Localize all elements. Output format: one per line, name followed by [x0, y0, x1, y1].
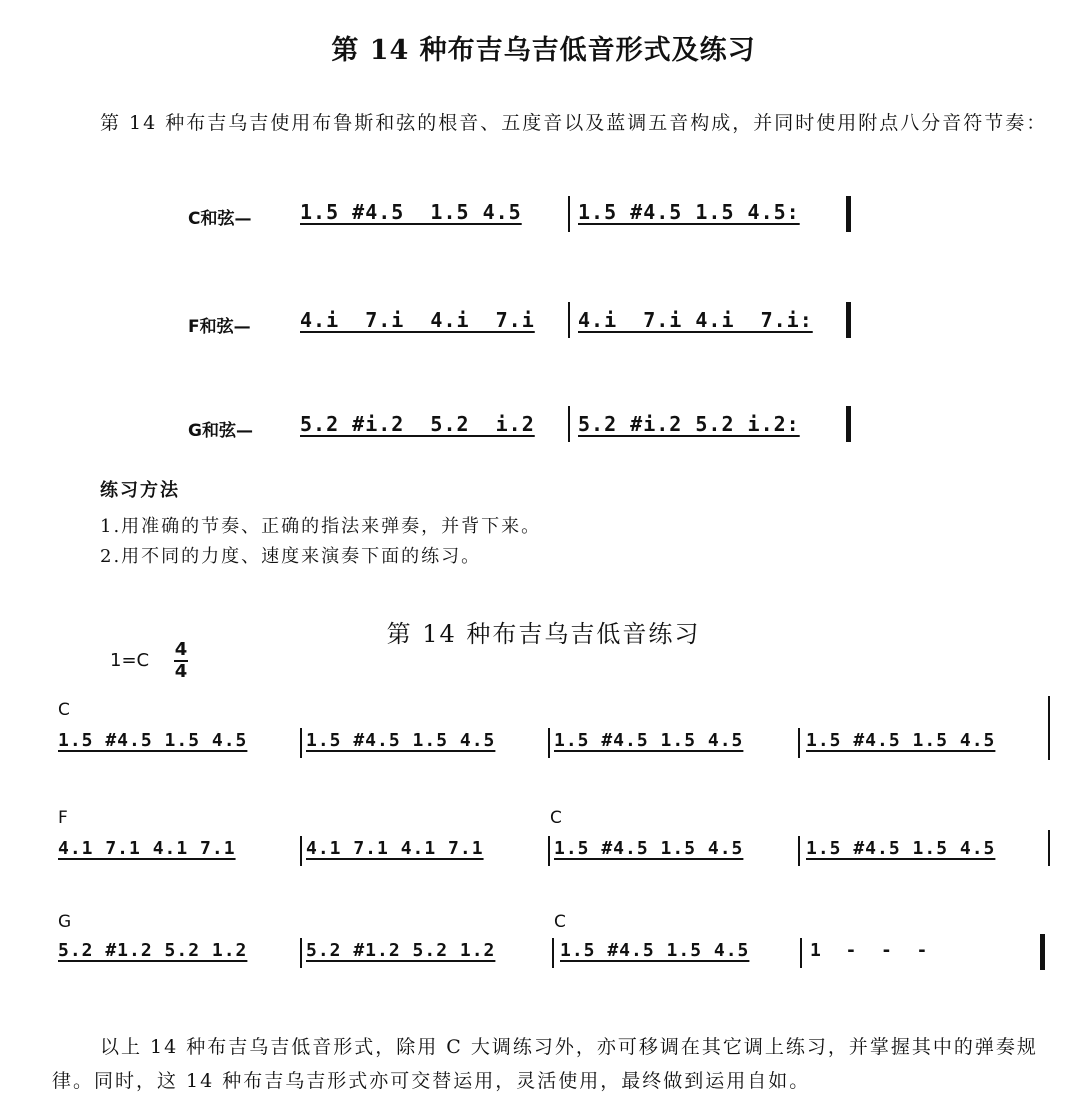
chord-g-measure-2: 5.2 #i.2 5.2 i.2: [578, 412, 800, 436]
chord-f-measure-1: 4.i 7.i 4.i 7.i [300, 308, 535, 332]
closing-paragraph: 以上 14 种布吉乌吉低音形式，除用 C 大调练习外，亦可移调在其它调上练习，并掌握其中的弹奏规律。同时，这 14 种布吉乌吉形式亦可交替运用，灵活使用，最终做到运用自如。 [52, 1036, 1038, 1092]
row2-measure-2: 4.1 7.1 4.1 7.1 [306, 838, 484, 859]
method-item-1: 1.用准确的节奏、正确的指法来弹奏，并背下来。 [100, 516, 542, 537]
final-barline [1040, 934, 1045, 970]
barline [568, 406, 570, 442]
row1-measure-1: 1.5 #4.5 1.5 4.5 [58, 730, 248, 751]
row3-measure-4: 1 - - - [810, 940, 929, 961]
barline [300, 728, 302, 758]
row2-chord-left: F [58, 808, 68, 828]
barline [300, 836, 302, 866]
row1-measure-4: 1.5 #4.5 1.5 4.5 [806, 730, 996, 751]
barline [552, 938, 554, 968]
barline [798, 728, 800, 758]
barline [568, 302, 570, 338]
row3-chord-left: G [58, 912, 72, 932]
row3-measure-3: 1.5 #4.5 1.5 4.5 [560, 940, 750, 961]
row1-measure-3: 1.5 #4.5 1.5 4.5 [554, 730, 744, 751]
chord-f-measure-2: 4.i 7.i 4.i 7.i: [578, 308, 813, 332]
time-signature [174, 640, 188, 682]
chord-label-c: C和弦— [188, 209, 252, 229]
page-title: 第 14 种布吉乌吉低音形式及练习 [331, 35, 756, 66]
barline [800, 938, 802, 968]
row3-chord-right: C [554, 912, 566, 932]
chord-c-measure-1: 1.5 #4.5 1.5 4.5 [300, 200, 522, 224]
row3-measure-1: 5.2 #1.2 5.2 1.2 [58, 940, 248, 961]
barline [1048, 696, 1050, 760]
barline [300, 938, 302, 968]
end-repeat-barline [846, 302, 851, 338]
barline [1048, 830, 1050, 866]
row2-measure-3: 1.5 #4.5 1.5 4.5 [554, 838, 744, 859]
barline [798, 836, 800, 866]
method-item-2: 2.用不同的力度、速度来演奏下面的练习。 [100, 546, 482, 567]
chord-g-measure-1: 5.2 #i.2 5.2 i.2 [300, 412, 535, 436]
time-signature-top: 4 [174, 639, 188, 660]
barline [568, 196, 570, 232]
row2-measure-4: 1.5 #4.5 1.5 4.5 [806, 838, 996, 859]
method-heading: 练习方法 [100, 480, 180, 501]
end-repeat-barline [846, 406, 851, 442]
exercise-title: 第 14 种布吉乌吉低音练习 [386, 620, 701, 648]
chord-c-measure-2: 1.5 #4.5 1.5 4.5: [578, 200, 800, 224]
barline [548, 836, 550, 866]
time-signature-bottom: 4 [174, 661, 188, 682]
row1-chord: C [58, 700, 70, 720]
row2-measure-1: 4.1 7.1 4.1 7.1 [58, 838, 236, 859]
chord-label-g: G和弦— [188, 421, 253, 441]
chord-label-f: F和弦— [188, 317, 251, 337]
end-repeat-barline [846, 196, 851, 232]
barline [548, 728, 550, 758]
row2-chord-right: C [550, 808, 562, 828]
key-signature: 1=C [110, 650, 150, 671]
row1-measure-2: 1.5 #4.5 1.5 4.5 [306, 730, 496, 751]
intro-paragraph: 第 14 种布吉乌吉使用布鲁斯和弦的根音、五度音以及蓝调五音构成，并同时使用附点八分音符节奏： [100, 112, 1048, 134]
row3-measure-2: 5.2 #1.2 5.2 1.2 [306, 940, 496, 961]
